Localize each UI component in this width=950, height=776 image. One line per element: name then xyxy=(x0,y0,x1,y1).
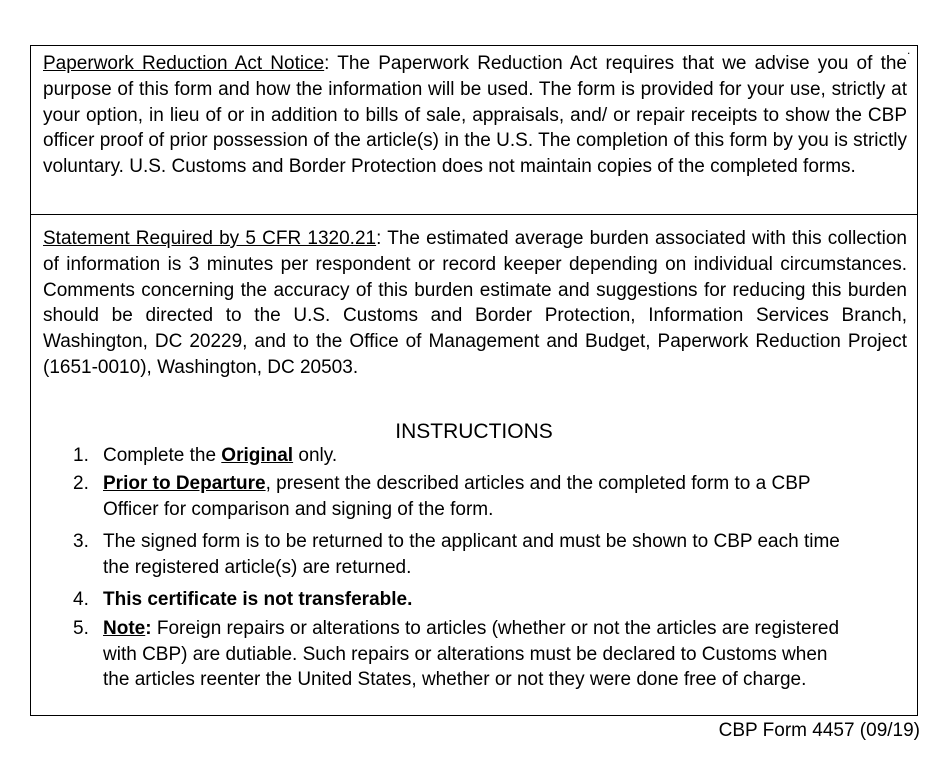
instruction-emphasis: Prior to Departure xyxy=(103,473,266,494)
form-number: CBP Form 4457 (09/19) xyxy=(718,720,920,741)
instruction-text-post: , present the described articles and the completed form to a CBP Officer for comparison and signing of the form. xyxy=(103,473,811,520)
instruction-text-post: only. xyxy=(293,445,338,466)
paperwork-notice-paragraph xyxy=(43,51,907,180)
instruction-colon: : xyxy=(145,618,152,639)
instruction-text-post: Foreign repairs or alterations to articles (whether or not the articles are registered with CBP) are dutiable. Such repairs or alterations must be declared to Customs when the articles reenter the United States, whether or not they were done free of charge. xyxy=(103,618,840,690)
corner-mark: . xyxy=(907,43,911,57)
form-box xyxy=(30,45,918,716)
statement-paragraph xyxy=(43,226,907,381)
instructions-title: INSTRUCTIONS xyxy=(395,420,553,443)
instruction-text xyxy=(103,471,853,522)
instruction-number: 5. xyxy=(73,618,89,639)
paperwork-notice-body: : The Paperwork Reduction Act requires that we advise you of the purpose of this form and how the information will be used. The form is provided for your use, strictly at your option, in lieu of or in addition to bills of sale, appraisals, and/ or repair receipts to show the CBP officer proof of prior possession of the article(s) in the U.S. The completion of this form by you is strictly voluntary. U.S. Customs and Border Protection does not maintain copies of the completed forms. xyxy=(43,53,907,178)
instruction-emphasis: Original xyxy=(221,445,294,466)
paperwork-notice-heading: Paperwork Reduction Act Notice xyxy=(43,53,325,74)
statement-heading: Statement Required by 5 CFR 1320.21 xyxy=(43,228,377,249)
instruction-text: The signed form is to be returned to the applicant and must be shown to CBP each time the registered article(s) are returned. xyxy=(103,531,840,578)
instruction-text-pre: Complete the xyxy=(103,445,222,466)
statement-body: : The estimated average burden associated with this collection of information is 3 minutes per respondent or record keeper depending on individual circumstances. Comments concerning the accuracy of this burden estimate and suggestions for reducing this burden should be directed to the U.S. Customs and Border Protection, Information Services Branch, Washington, DC 20229, and to the Office of Management and Budget, Paperwork Reduction Project (1651-0010), Washington, DC 20503. xyxy=(43,228,907,378)
instruction-number: 4. xyxy=(73,589,89,610)
instruction-text xyxy=(103,616,853,693)
instruction-number: 3. xyxy=(73,531,89,552)
instruction-text xyxy=(103,443,853,469)
instruction-emphasis: Note xyxy=(103,618,146,639)
instruction-number: 1. xyxy=(73,445,89,466)
instruction-text: This certificate is not transferable. xyxy=(103,589,413,610)
instruction-number: 2. xyxy=(73,473,89,494)
paperwork-notice-section xyxy=(31,43,917,215)
